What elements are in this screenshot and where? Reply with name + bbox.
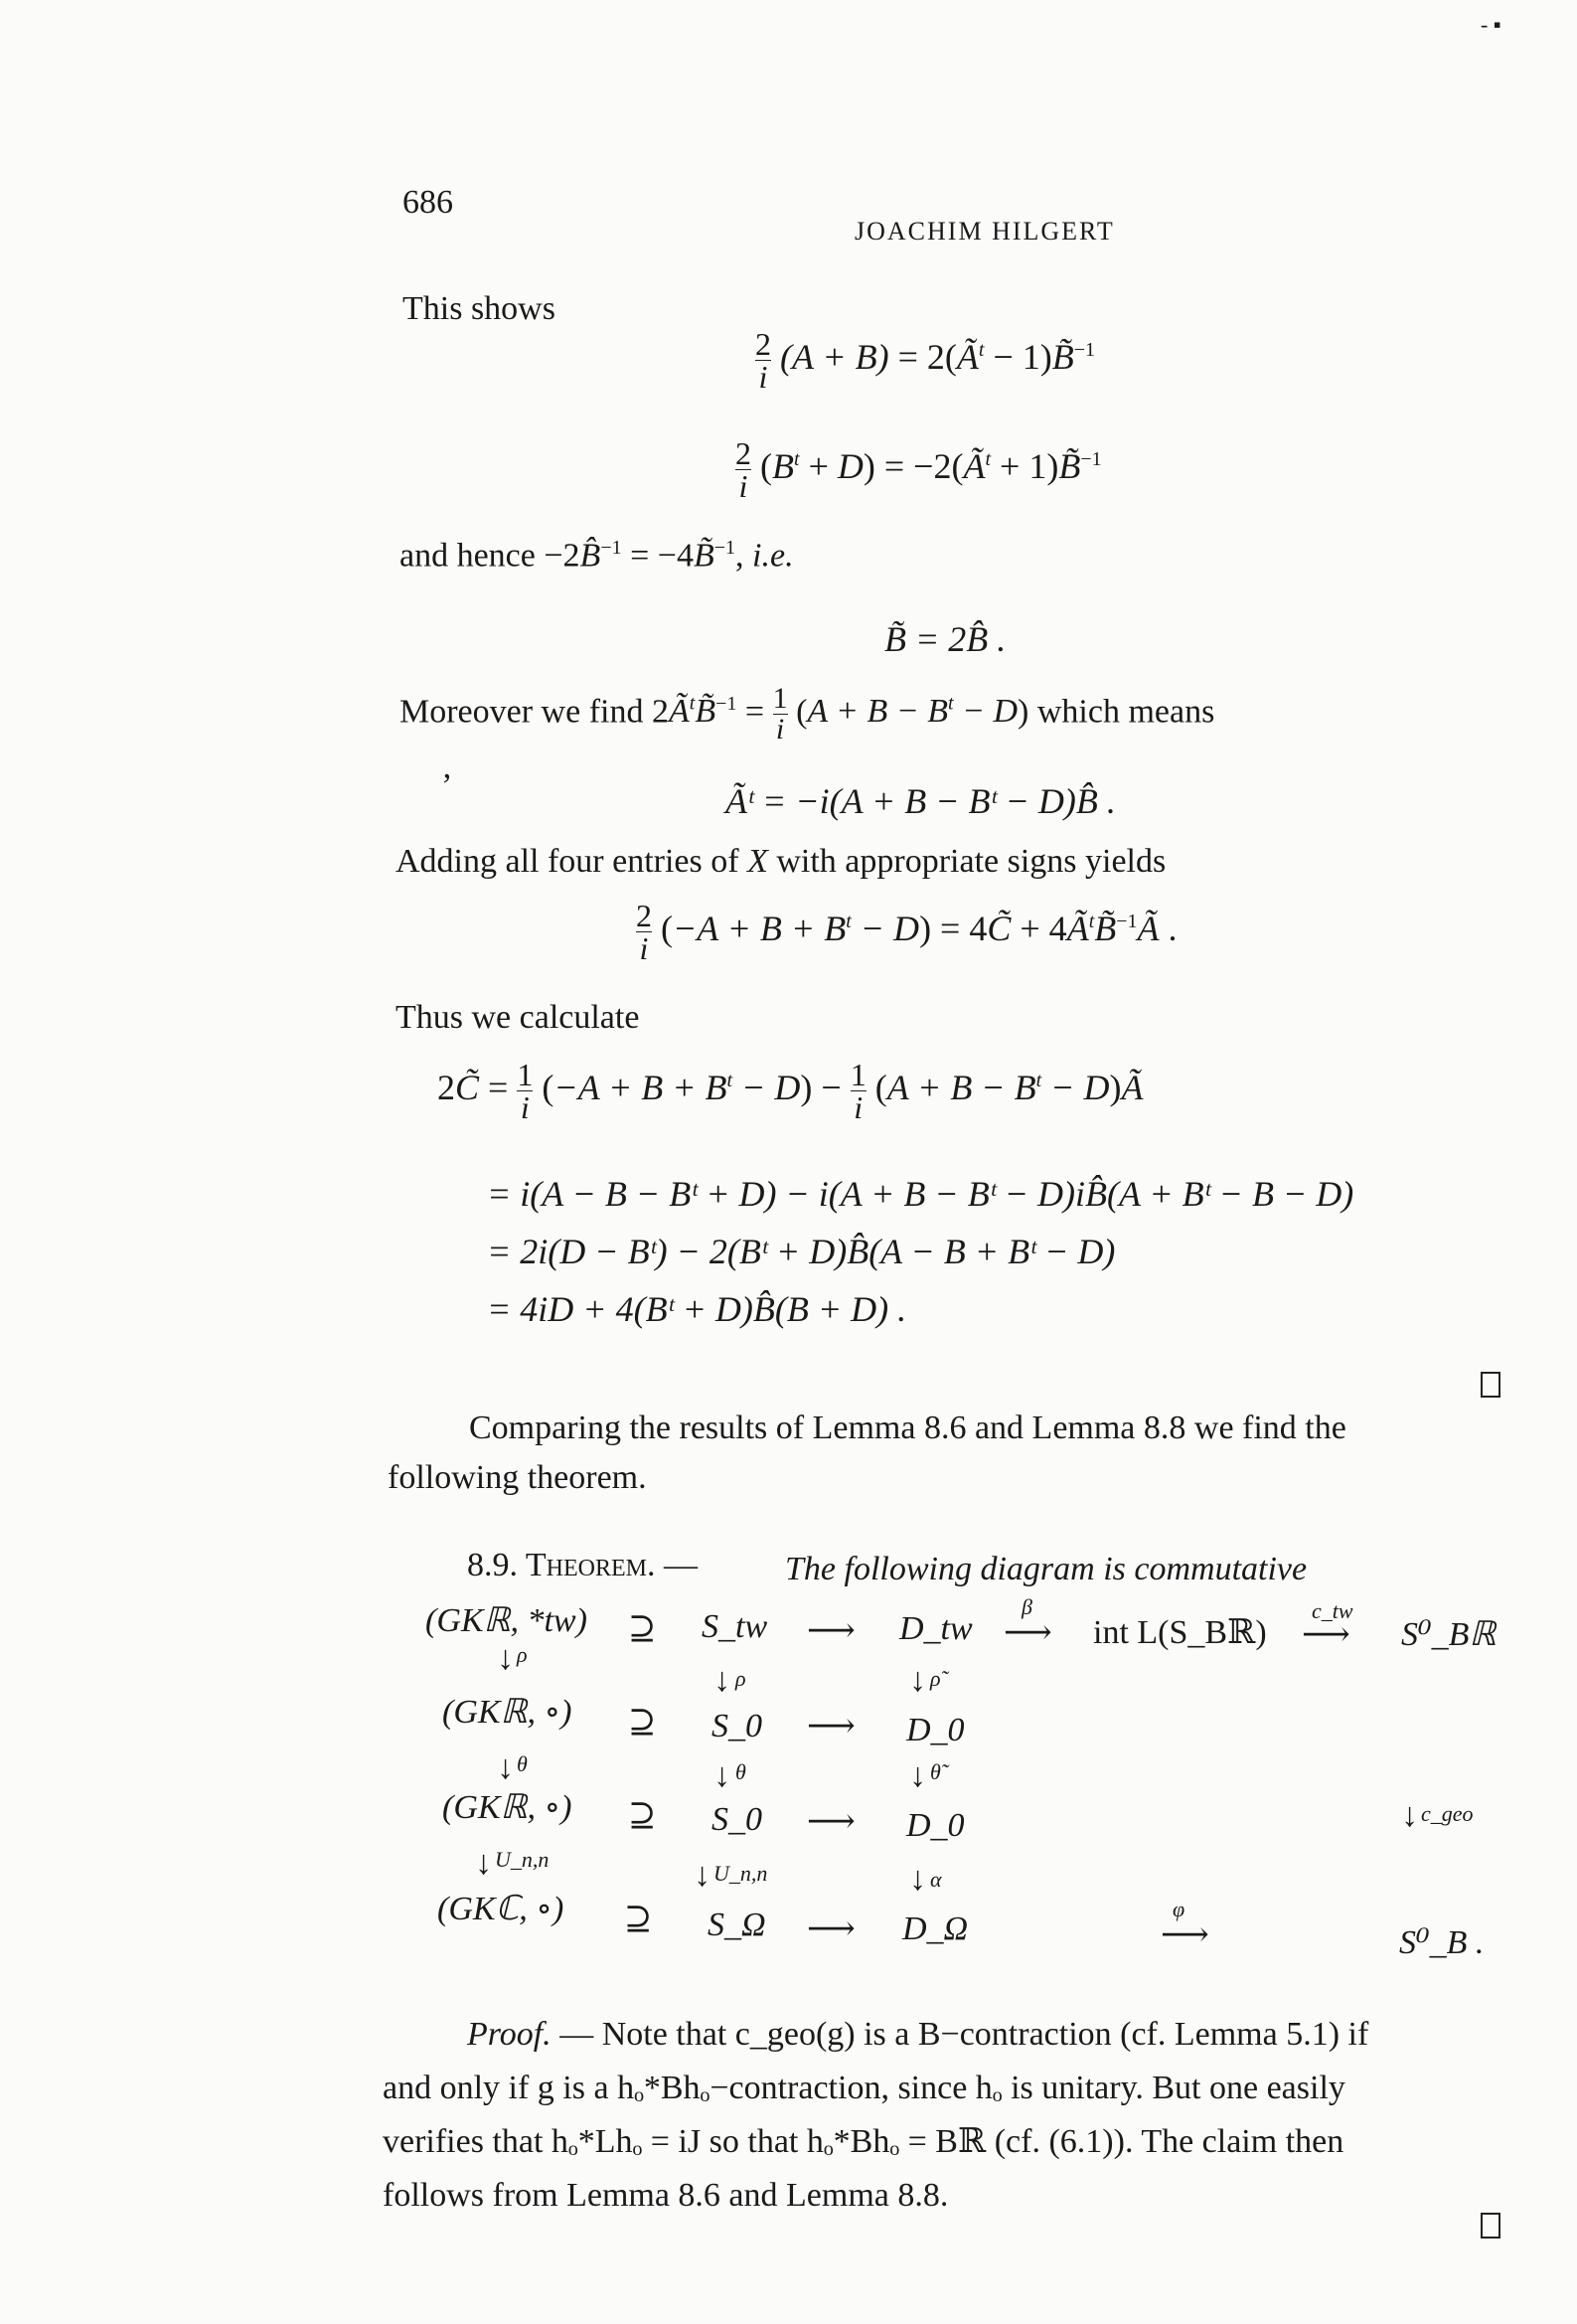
diagram-down-mid-1: ↓ [713, 1662, 730, 1699]
theorem-statement: The following diagram is commutative [785, 1551, 1308, 1587]
thus-text: Thus we calculate [395, 999, 640, 1036]
stray-mark: ’ [441, 767, 453, 804]
diagram-top-right-target: S⁰_Bℝ [1401, 1616, 1497, 1653]
diagram-rho-left: ρ [517, 1642, 528, 1667]
diagram-down-right-1: ↓ [909, 1662, 926, 1699]
proof-line-3: verifies that hₒ*Lhₒ = iJ so that hₒ*Bhₒ = Bℝ (cf. (6.1)). The claim then [383, 2123, 1344, 2160]
qed-box [1481, 1372, 1500, 1398]
calc-line-4: = 4iD + 4(Bᵗ + D)B̂(B + D) . [487, 1289, 907, 1329]
diagram-cgeo-label: c_geo [1421, 1801, 1474, 1826]
diagram-row1-d: D_tw [899, 1610, 973, 1647]
diagram-down-left-2: ↓ [497, 1749, 514, 1786]
proof-line-4: follows from Lemma 8.6 and Lemma 8.8. [383, 2177, 949, 2214]
diagram-row1-arrow-ctw: ⟶ [1302, 1616, 1350, 1653]
theorem-dash: — [664, 1547, 698, 1583]
diagram-row1-arrow-1: ⟶ [807, 1612, 856, 1649]
proof-dash: — [559, 2016, 594, 2053]
diagram-row2-supseteq: ⊇ [628, 1704, 657, 1741]
page-number: 686 [402, 184, 453, 221]
diagram-rho-mid: ρ [735, 1666, 746, 1691]
theorem-label-text: 8.9. Theorem. [467, 1547, 656, 1583]
diagram-down-left-1: ↓ [497, 1640, 514, 1677]
diagram-row2-s: S_0 [711, 1708, 762, 1744]
diagram-row4-supseteq: ⊇ [624, 1901, 653, 1937]
adding-text: Adding all four entries of X with appropriate signs yields [395, 843, 1167, 880]
equation-1: $\frac{2}{i}$ $(A + B) = 2(Ã^t$ − 1)B̃$^{-1}$ [755, 326, 1096, 395]
diagram-alpha: α [930, 1867, 942, 1892]
diagram-row3-s: S_0 [711, 1801, 762, 1838]
corner-mark: ‐ ▪ [1481, 12, 1501, 37]
diagram-ctw-label: c_tw [1312, 1598, 1353, 1623]
diagram-row4-left: (GKℂ, ∘) [437, 1891, 564, 1927]
diagram-down-mid-2: ↓ [713, 1757, 730, 1794]
comparing-text-1: Comparing the results of Lemma 8.6 and Lemma 8.8 we find the [469, 1410, 1346, 1446]
equation-3: B̃ = 2B̂ . [884, 619, 1007, 659]
moreover-text: Moreover we find $2Ã^tB̃^{-1}$ = $\frac{1}{i}$ $(A + B - B^t - D)$ which means [399, 682, 1215, 746]
diagram-row4-d: D_Ω [902, 1910, 969, 1947]
equation-2: $\frac{2}{i}$ $(B^t + D)$ = $-2(Ã^t$ + 1)B̃$^{-1}$ [735, 435, 1102, 504]
proof-line-2: and only if g is a hₒ*Bhₒ−contraction, since hₒ is unitary. But one easily [383, 2070, 1345, 2106]
proof-qed-box [1481, 2213, 1500, 2239]
diagram-row1-arrow-beta: ⟶ [1004, 1614, 1052, 1651]
calc-line-2: = i(A − B − Bᵗ + D) − i(A + B − Bᵗ − D)iB̂(A + Bᵗ − B − D) [487, 1174, 1354, 1214]
diagram-beta-label: β [1022, 1594, 1032, 1619]
diagram-row3-left: (GKℝ, ∘) [442, 1789, 572, 1826]
diagram-bottom-right-target: S⁰_B . [1399, 1924, 1485, 1961]
diagram-theta-left: θ [517, 1751, 528, 1776]
hence-text: and hence −2B̂$^{-1}$ = −4B̃$^{-1}$, i.e. [399, 537, 794, 575]
diagram-row3-supseteq: ⊇ [628, 1797, 657, 1834]
diagram-row4-arrow: ⟶ [807, 1910, 856, 1947]
diagram-intL: int L(S_Bℝ) [1093, 1614, 1267, 1651]
diagram-U-left: U_n,n [495, 1847, 550, 1872]
calc-line-3: = 2i(D − Bᵗ) − 2(Bᵗ + D)B̂(A − B + Bᵗ − D) [487, 1232, 1116, 1271]
diagram-row2-arrow: ⟶ [807, 1708, 856, 1744]
equation-4: Ãᵗ = −i(A + B − Bᵗ − D)B̂ . [725, 781, 1116, 821]
theorem-label [467, 1547, 698, 1584]
proof-line-1-text: Note that c_geo(g) is a B−contraction (cf. Lemma 5.1) if [601, 2016, 1369, 2053]
diagram-row4-s: S_Ω [708, 1907, 766, 1943]
diagram-down-right-2: ↓ [909, 1757, 926, 1794]
diagram-down-mid-3: ↓ [694, 1857, 710, 1894]
equation-5: $\frac{2}{i}$ $(-A + B + B^t - D)$ = 4C̃ + $4Ã^tB̃^{-1}Ã$ . [636, 898, 1178, 966]
diagram-theta-mid: θ [735, 1759, 746, 1784]
diagram-rho-tilde: ρ̃ [930, 1666, 941, 1691]
diagram-down-left-3: ↓ [475, 1845, 492, 1882]
diagram-row3-arrow: ⟶ [807, 1803, 856, 1840]
proof-line-1 [467, 2008, 1520, 2062]
diagram-U-mid: U_n,n [713, 1861, 768, 1886]
diagram-phi-label: φ [1173, 1897, 1185, 1921]
intro-text: This shows [402, 290, 555, 327]
diagram-row3-d: D_0 [906, 1807, 965, 1844]
diagram-down-far-right: ↓ [1401, 1797, 1418, 1834]
diagram-theta-tilde: θ̃ [930, 1759, 941, 1784]
diagram-down-right-3: ↓ [909, 1861, 926, 1898]
calc-line-1: 2C̃ = $\frac{1}{i}$ $(-A + B + B^t - D)$ − $\frac{1}{i}$ ($A + B - B^t$ − D)Ã [437, 1057, 1144, 1125]
running-title: JOACHIM HILGERT [855, 217, 1115, 246]
comparing-text-2: following theorem. [388, 1459, 647, 1496]
diagram-row2-left: (GKℝ, ∘) [442, 1694, 572, 1731]
diagram-row1-left: (GKℝ, *tw) [425, 1602, 587, 1639]
diagram-row4-arrow-phi: ⟶ [1161, 1916, 1209, 1953]
diagram-row1-s: S_tw [702, 1608, 768, 1645]
diagram-row1-supseteq: ⊇ [628, 1610, 657, 1647]
proof-label: Proof. [467, 2016, 552, 2053]
diagram-row2-d: D_0 [906, 1712, 965, 1748]
